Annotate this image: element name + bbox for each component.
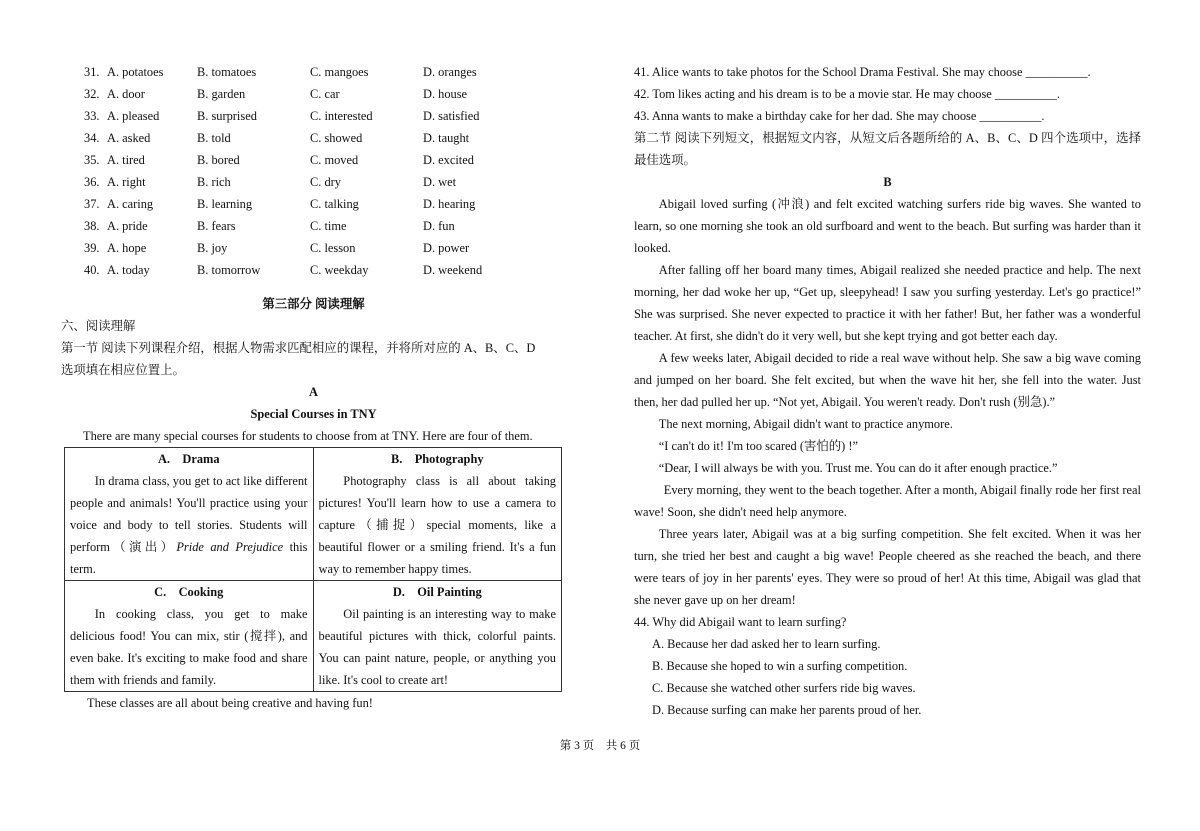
option-row: 31. A. potatoes B. tomatoes C. mangoes D. oranges	[84, 65, 477, 79]
course-text: Photography class is all about taking pictures! You'll learn how to use a camera to capture（捕捉）special moments, like a beautiful flower or a smiling friend. It's a fun way to remember happy times.	[318, 474, 556, 576]
question-44-option-d: D. Because surfing can make her parents proud of her.	[652, 703, 922, 717]
question-44-option-a: A. Because her dad asked her to learn surfing.	[652, 637, 881, 651]
question-42: 42. Tom likes acting and his dream is to be a movie star. He may choose __________.	[634, 87, 1060, 101]
passage-b-label: B	[883, 175, 892, 189]
option-row: 32. A. door B. garden C. car D. house	[84, 87, 468, 101]
option-row: 34. A. asked B. told C. showed D. taught	[84, 131, 470, 145]
passage-b-paragraph: Three years later, Abigail was at a big surfing competition. She felt excited. When it was her turn, she tried her best and caught a big wave! People cheered as she reached the beach, and there were tears of joy in her parents' eyes. They were so proud of her! At this time, Abigail was glad that she never gave up on her dream!	[634, 527, 1141, 607]
question-43: 43. Anna wants to make a birthday cake for her dad. She may choose __________.	[634, 109, 1045, 123]
right-column	[634, 61, 1141, 721]
course-drama	[65, 448, 314, 581]
courses-table	[64, 447, 562, 692]
section1-instruction	[61, 337, 566, 381]
passage-b-paragraph: Abigail loved surfing (冲浪) and felt excited watching surfers ride big waves. She wanted to learn, so one morning she took an old surfboard and went to the beach. But surfing was harder than it looked.	[634, 197, 1141, 255]
passage-b-paragraph: “I can't do it! I'm too scared (害怕的) !”	[658, 439, 858, 453]
option-row: 36. A. right B. rich C. dry D. wet	[84, 175, 457, 189]
course-text: Oil painting is an interesting way to make beautiful pictures with thick, colorful paints. You can paint nature, people, or anything you like. It's cool to create art!	[318, 607, 556, 687]
left-column	[61, 61, 566, 714]
question-44-option-c: C. Because she watched other surfers ride big waves.	[652, 681, 916, 695]
section1-instruction-line2: 选项填在相应位置上。	[61, 363, 185, 377]
passage-b-paragraph: The next morning, Abigail didn't want to practice anymore.	[658, 417, 953, 431]
passage-b-paragraph: Every morning, they went to the beach together. After a month, Abigail finally rode her first real wave! Soon, she didn't need help anymore.	[634, 483, 1141, 519]
question-44-option-b: B. Because she hoped to win a surfing competition.	[652, 659, 908, 673]
passage-a-intro: There are many special courses for students to choose from at TNY. Here are four of them.	[83, 429, 533, 443]
option-row: 40. A. today B. tomorrow C. weekday D. weekend	[84, 263, 483, 277]
passage-a-closing: These classes are all about being creative and having fun!	[87, 696, 373, 710]
course-title: B. Photography	[390, 452, 484, 466]
question-44-stem: 44. Why did Abigail want to learn surfing?	[634, 615, 847, 629]
course-photography	[313, 448, 562, 581]
option-row: 33. A. pleased B. surprised C. interested D. satisfied	[84, 109, 480, 123]
course-title: A. Drama	[157, 452, 220, 466]
passage-b-paragraph: A few weeks later, Abigail decided to ride a real wave without help. She saw a big wave coming and jumped on her board. She felt excited, but when the wave hit her, she fell into the water. Just then, her dad pulled her up. “Not yet, Abigail. You weren't ready. Don't rush (别急).”	[634, 351, 1141, 409]
course-oil-painting	[313, 581, 562, 692]
section6-title: 六、阅读理解	[61, 319, 136, 333]
part3-title: 第三部分 阅读理解	[262, 297, 365, 311]
section2-instruction: 第二节 阅读下列短文，根据短文内容，从短文后各题所给的 A、B、C、D 四个选项中，选择最佳选项。	[634, 131, 1141, 167]
option-row: 39. A. hope B. joy C. lesson D. power	[84, 241, 470, 255]
options-list	[61, 61, 566, 281]
passage-b-paragraph: After falling off her board many times, Abigail realized she needed practice and help. The next morning, her dad woke her up, “Get up, sleepyhead! I saw you surfing yesterday. Let's go practice!” She was surprised. She never expected to practice it with her father! But, her father was a wonderful teacher. At first, she didn't do it very well, but she kept trying and got better each day.	[634, 263, 1141, 343]
page-footer: 第 3 页 共 6 页	[559, 740, 641, 752]
course-title: C. Cooking	[154, 585, 224, 599]
section1-instruction-line1: 第一节 阅读下列课程介绍，根据人物需求匹配相应的课程，并将所对应的 A、B、C、D	[61, 341, 536, 355]
course-cooking	[65, 581, 314, 692]
course-text: In cooking class, you get to make delicious food! You can mix, stir (搅拌), and even bake. It's exciting to make food and share them with friends and family.	[70, 607, 308, 687]
passage-b-paragraph: “Dear, I will always be with you. Trust me. You can do it after enough practice.”	[658, 461, 1058, 475]
passage-a-title: Special Courses in TNY	[250, 407, 377, 421]
option-row: 37. A. caring B. learning C. talking D. hearing	[84, 197, 476, 211]
course-title: D. Oil Painting	[392, 585, 482, 599]
option-row: 35. A. tired B. bored C. moved D. excited	[84, 153, 474, 167]
option-row: 38. A. pride B. fears C. time D. fun	[84, 219, 455, 233]
course-text: In drama class, you get to act like different people and animals! You'll practice using your voice and body to tell stories. Students will perform（演出）Pride and Prejudice this term.	[70, 474, 308, 576]
passage-a-label: A	[309, 385, 318, 399]
question-41: 41. Alice wants to take photos for the School Drama Festival. She may choose __________.	[634, 65, 1091, 79]
